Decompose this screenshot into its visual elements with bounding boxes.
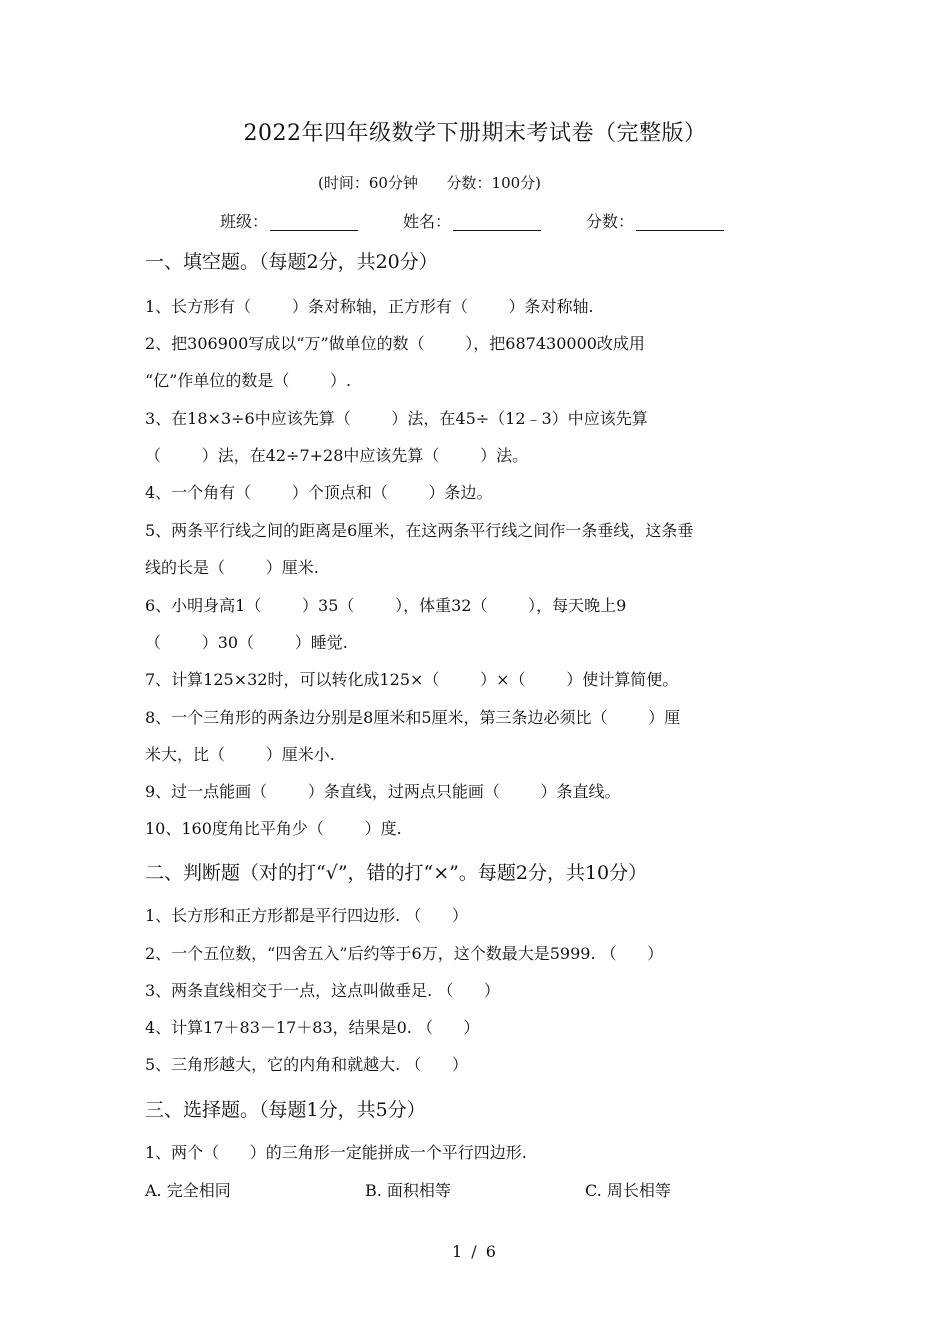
section2-heading: 二、判断题（对的打“√”，错的打“×”。每题2分，共10分） — [145, 862, 648, 884]
section1-line: 3、在18×3÷6中应该先算（ ）法，在45÷（12﹣3）中应该先算 — [145, 409, 648, 428]
class-field[interactable] — [220, 209, 358, 232]
section1-line: 10、160度角比平角少（ ）度. — [145, 819, 402, 838]
name-label: 姓名： — [403, 212, 452, 231]
class-label: 班级： — [220, 212, 269, 231]
section2-line: 1、长方形和正方形都是平行四边形. （ ） — [145, 906, 468, 925]
section1-line: （ ）30（ ）睡觉. — [145, 633, 348, 652]
section3-question: 1、两个（ ）的三角形一定能拼成一个平行四边形. — [145, 1143, 527, 1162]
section2-line: 3、两条直线相交于一点，这点叫做垂足. （ ） — [145, 981, 500, 1000]
section1-line: 9、过一点能画（ ）条直线，过两点只能画（ ）条直线。 — [145, 782, 621, 801]
section1-line: “亿”作单位的数是（ ）. — [145, 371, 352, 390]
exam-info: (时间：60分钟 分数：100分) — [318, 174, 542, 192]
section2-line: 4、计算17＋83－17＋83，结果是0. （ ） — [145, 1018, 480, 1037]
section1-line: 2、把306900写成以“万”做单位的数（ ），把687430000改成用 — [145, 334, 645, 353]
section1-line: 1、长方形有（ ）条对称轴，正方形有（ ）条对称轴. — [145, 297, 594, 316]
section2-line: 5、三角形越大，它的内角和就越大. （ ） — [145, 1055, 468, 1074]
page-title: 2022年四年级数学下册期末考试卷（完整版） — [243, 121, 707, 146]
section2-line: 2、一个五位数，“四舍五入”后约等于6万，这个数最大是5999. （ ） — [145, 944, 664, 963]
section1-line: 4、一个角有（ ）个顶点和（ ）条边。 — [145, 483, 493, 502]
section1-line: 8、一个三角形的两条边分别是8厘米和5厘米，第三条边必须比（ ）厘 — [145, 708, 681, 727]
section1-line: 米大，比（ ）厘米小. — [145, 745, 335, 764]
score-label: 分数： — [586, 212, 635, 231]
name-field[interactable] — [403, 209, 541, 232]
section1-line: 7、计算125×32时，可以转化成125×（ ）×（ ）使计算简便。 — [145, 670, 679, 689]
score-blank[interactable] — [636, 212, 724, 231]
section1-heading: 一、填空题。（每题2分，共20分） — [145, 251, 438, 273]
section3-heading: 三、选择题。（每题1分，共5分） — [145, 1099, 426, 1121]
section1-line: 线的长是（ ）厘米. — [145, 558, 319, 577]
score-field[interactable] — [586, 209, 724, 232]
section1-line: 5、两条平行线之间的距离是6厘米，在这两条平行线之间作一条垂线，这条垂 — [145, 521, 694, 540]
option-a[interactable]: A. 完全相同 — [145, 1181, 231, 1200]
class-blank[interactable] — [270, 212, 358, 231]
section1-line: 6、小明身高1（ ）35（ ），体重32（ ），每天晚上9 — [145, 596, 627, 615]
name-blank[interactable] — [453, 212, 541, 231]
option-b[interactable]: B. 面积相等 — [365, 1181, 451, 1200]
option-c[interactable]: C. 周长相等 — [585, 1181, 671, 1200]
section1-line: （ ）法，在42÷7+28中应该先算（ ）法。 — [145, 446, 529, 465]
page-number: 1 / 6 — [452, 1242, 498, 1261]
